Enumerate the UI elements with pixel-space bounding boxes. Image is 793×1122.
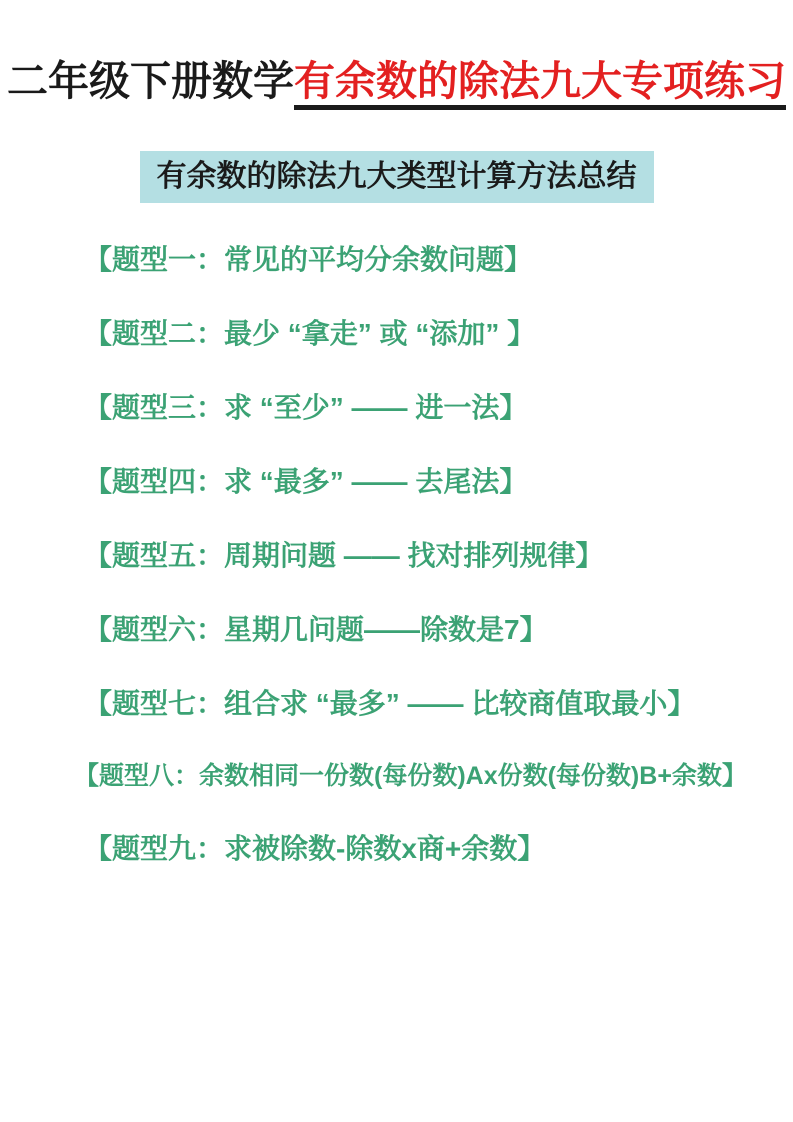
topic-list (0, 243, 793, 864)
topic-item-4: 【题型四：求 “最多” —— 去尾法】 (84, 465, 528, 497)
page-title (0, 58, 793, 105)
topic-item-9: 【题型九：求被除数-除数x商+余数】 (84, 832, 546, 864)
title-highlight-underlined: 有余数的除法九大专项练习 (294, 58, 786, 110)
topic-item-8: 【题型八：余数相同一份数(每份数)Ax份数(每份数)B+余数】 (74, 761, 747, 790)
topic-item-7: 【题型七：组合求 “最多” —— 比较商值取最小】 (84, 687, 696, 719)
topic-item-6: 【题型六：星期几问题——除数是7】 (84, 613, 548, 645)
topic-item-1: 【题型一：常见的平均分余数问题】 (84, 243, 533, 275)
topic-item-3: 【题型三：求 “至少” —— 进一法】 (84, 391, 528, 423)
section-header-banner: 有余数的除法九大类型计算方法总结 (140, 151, 654, 203)
topic-item-5: 【题型五：周期问题 —— 找对排列规律】 (84, 539, 604, 571)
title-prefix: 二年级下册数学 (7, 58, 294, 104)
topic-item-2: 【题型二：最少 “拿走” 或 “添加” 】 (84, 317, 536, 349)
